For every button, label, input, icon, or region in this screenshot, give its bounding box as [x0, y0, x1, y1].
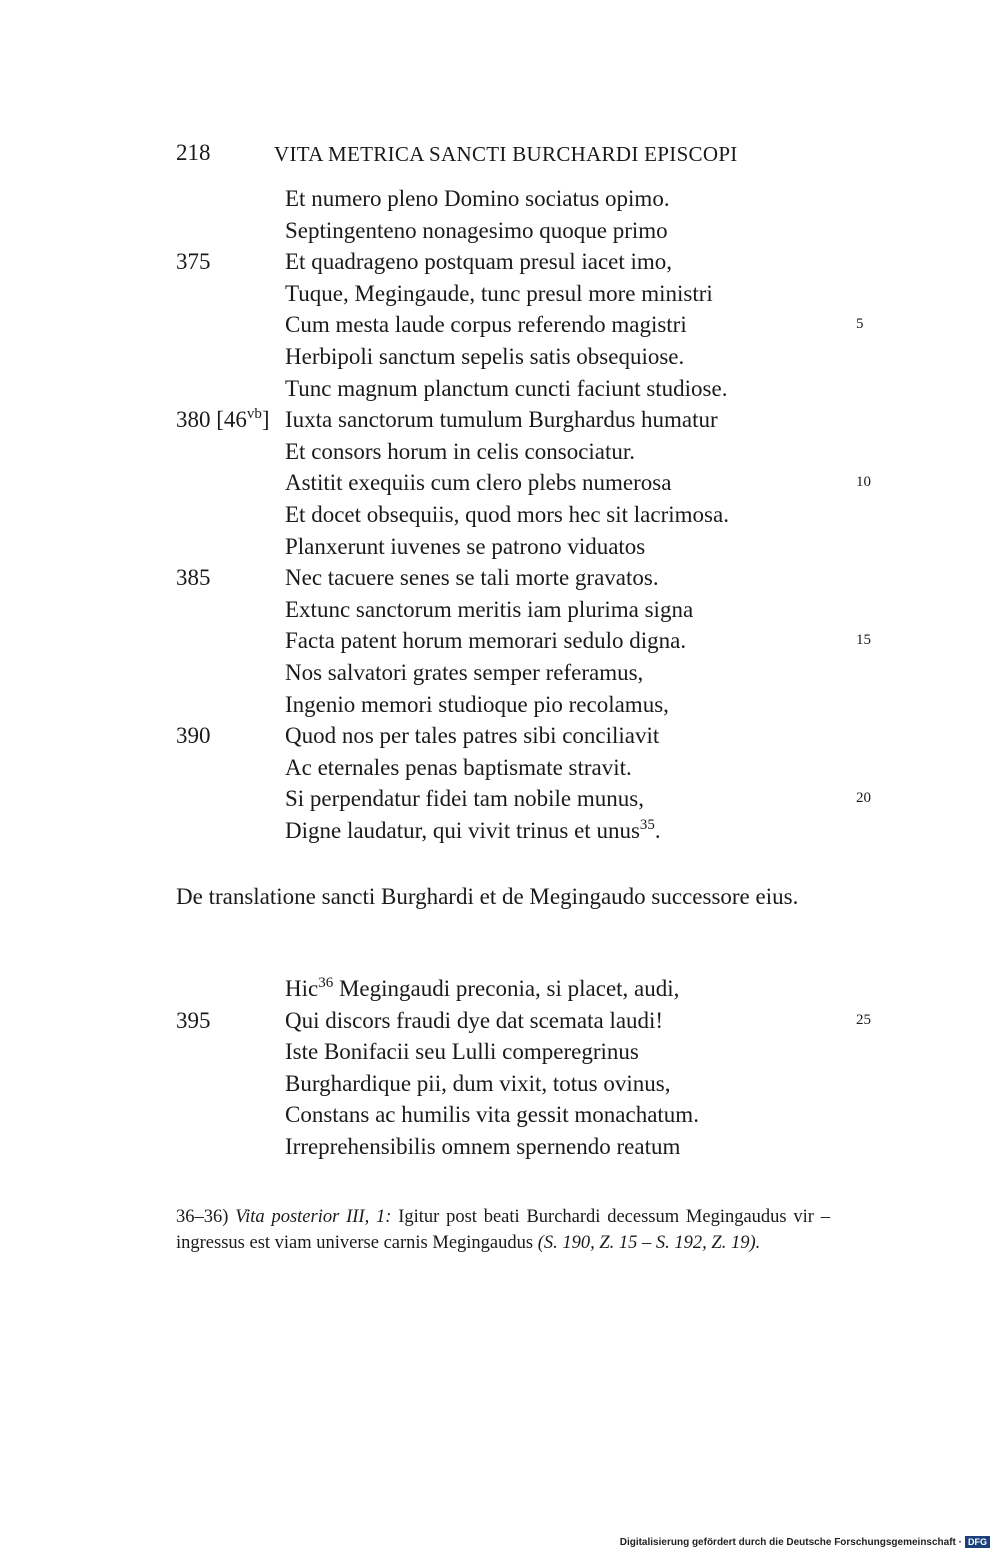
line-number: 390: [176, 723, 211, 749]
verse-line: [0, 281, 1000, 313]
verse-text: Et numero pleno Domino sociatus opimo.: [285, 186, 670, 211]
verse-text: Quod nos per tales patres sibi conciliavit: [285, 723, 660, 749]
verse-text: Qui discors fraudi dye dat scemata laudi!: [285, 1007, 664, 1033]
banner-text: Digitalisierung gefördert durch die Deutsche Forschungsgemeinschaft ·: [619, 1537, 962, 1548]
verse-line: [0, 376, 1000, 408]
verse-text: Ac eternales penas baptismate stravit.: [285, 754, 632, 780]
verse-text: Ingenio memori studioque pio recolamus,: [285, 691, 669, 717]
verse-text: Nec tacuere senes se tali morte gravatos.: [285, 565, 659, 591]
verse-line: [0, 660, 1000, 692]
verse-line: [0, 818, 1000, 850]
verse-text: Facta patent horum memorari sedulo digna.: [285, 628, 687, 654]
verse-text: Digne laudatur, qui vivit trinus et unus$^{35}$.: [285, 817, 661, 843]
verse-text: Planxerunt iuvenes se patrono viduatos: [285, 533, 646, 559]
verse-line: [0, 344, 1000, 376]
verse-line: [0, 692, 1000, 724]
verse-text: Septingenteno nonagesimo quoque primo: [285, 217, 668, 243]
verse-text: Iuxta sanctorum tumulum Burghardus humatur: [285, 407, 718, 433]
verse-line: [0, 1102, 1000, 1134]
running-head: VITA METRICA SANCTI BURCHARDI EPISCOPI: [274, 142, 738, 166]
verse-line: [0, 534, 1000, 566]
verse-text: Si perpendatur fidei tam nobile munus,: [285, 786, 644, 812]
verse-line: [0, 439, 1000, 471]
margin-number: 5: [856, 316, 864, 333]
verse-line: [0, 786, 1000, 818]
footnote: [176, 1204, 830, 1256]
verse-text: Hic$^{36}$ Megingaudi preconia, si placet, audi,: [285, 975, 680, 1001]
verse-text: Cum mesta laude corpus referendo magistri: [285, 312, 687, 338]
margin-number: 15: [856, 632, 871, 649]
verse-text: Tunc magnum planctum cuncti faciunt studiose.: [285, 375, 728, 401]
verse-line: [0, 597, 1000, 629]
verse-line: [0, 1134, 1000, 1166]
verse-line: [0, 407, 1000, 439]
verse-line: [0, 723, 1000, 755]
verse-text: Iste Bonifacii seu Lulli comperegrinus: [285, 1039, 639, 1065]
footnote-ref: 36–36): [176, 1207, 229, 1227]
margin-number: 10: [856, 474, 871, 491]
verse-text: Constans ac humilis vita gessit monachatum.: [285, 1102, 699, 1128]
verse-line: [0, 1008, 1000, 1040]
verse-text: Et quadrageno postquam presul iacet imo,: [285, 249, 673, 275]
verse-text: Tuque, Megingaude, tunc presul more ministri: [285, 280, 713, 306]
verse-line: [0, 565, 1000, 597]
footnote-source: Vita posterior III, 1:: [235, 1207, 392, 1227]
verse-text: Astitit exequiis cum clero plebs numerosa: [285, 470, 672, 496]
page-number: 218: [176, 140, 211, 165]
verse-text: Irreprehensibilis omnem spernendo reatum: [285, 1134, 681, 1159]
digitization-banner: [620, 1536, 990, 1548]
margin-number: 25: [856, 1011, 871, 1028]
verse-line: [0, 976, 1000, 1008]
verse-text: Burghardique pii, dum vixit, totus ovinus,: [285, 1070, 671, 1096]
verse-line: [0, 502, 1000, 534]
verse-line: [0, 628, 1000, 660]
verse-text: Et consors horum in celis consociatur.: [285, 438, 636, 464]
verse-line: [0, 312, 1000, 344]
dfg-logo: DFG: [965, 1536, 990, 1548]
footnote-citation: (S. 190, Z. 15 – S. 192, Z. 19).: [537, 1233, 761, 1253]
verse-line: [0, 249, 1000, 281]
line-number: 395: [176, 1007, 211, 1033]
verse-line: [0, 1071, 1000, 1103]
verse-line: [0, 1039, 1000, 1071]
verse-text: Nos salvatori grates semper referamus,: [285, 660, 644, 685]
line-number: 385: [176, 565, 211, 591]
section-heading: De translatione sancti Burghardi et de Megingaudo successore eius.: [176, 884, 799, 909]
verse-line: [0, 470, 1000, 502]
verse-text: Herbipoli sanctum sepelis satis obsequiose.: [285, 344, 685, 369]
margin-number: 20: [856, 790, 871, 807]
line-number: 380 $[46^{vb}]$: [176, 406, 270, 433]
line-number: 375: [176, 249, 211, 275]
verse-text: Et docet obsequiis, quod mors hec sit lacrimosa.: [285, 502, 729, 527]
verse-line: [0, 755, 1000, 787]
verse-line: [0, 218, 1000, 250]
verse-line: [0, 186, 1000, 218]
verse-text: Extunc sanctorum meritis iam plurima signa: [285, 596, 694, 622]
footnote-text: Igitur post beati Burchardi decessum Megingaudus vir – ingressus est viam universe carnis Megingaudus: [176, 1207, 831, 1253]
